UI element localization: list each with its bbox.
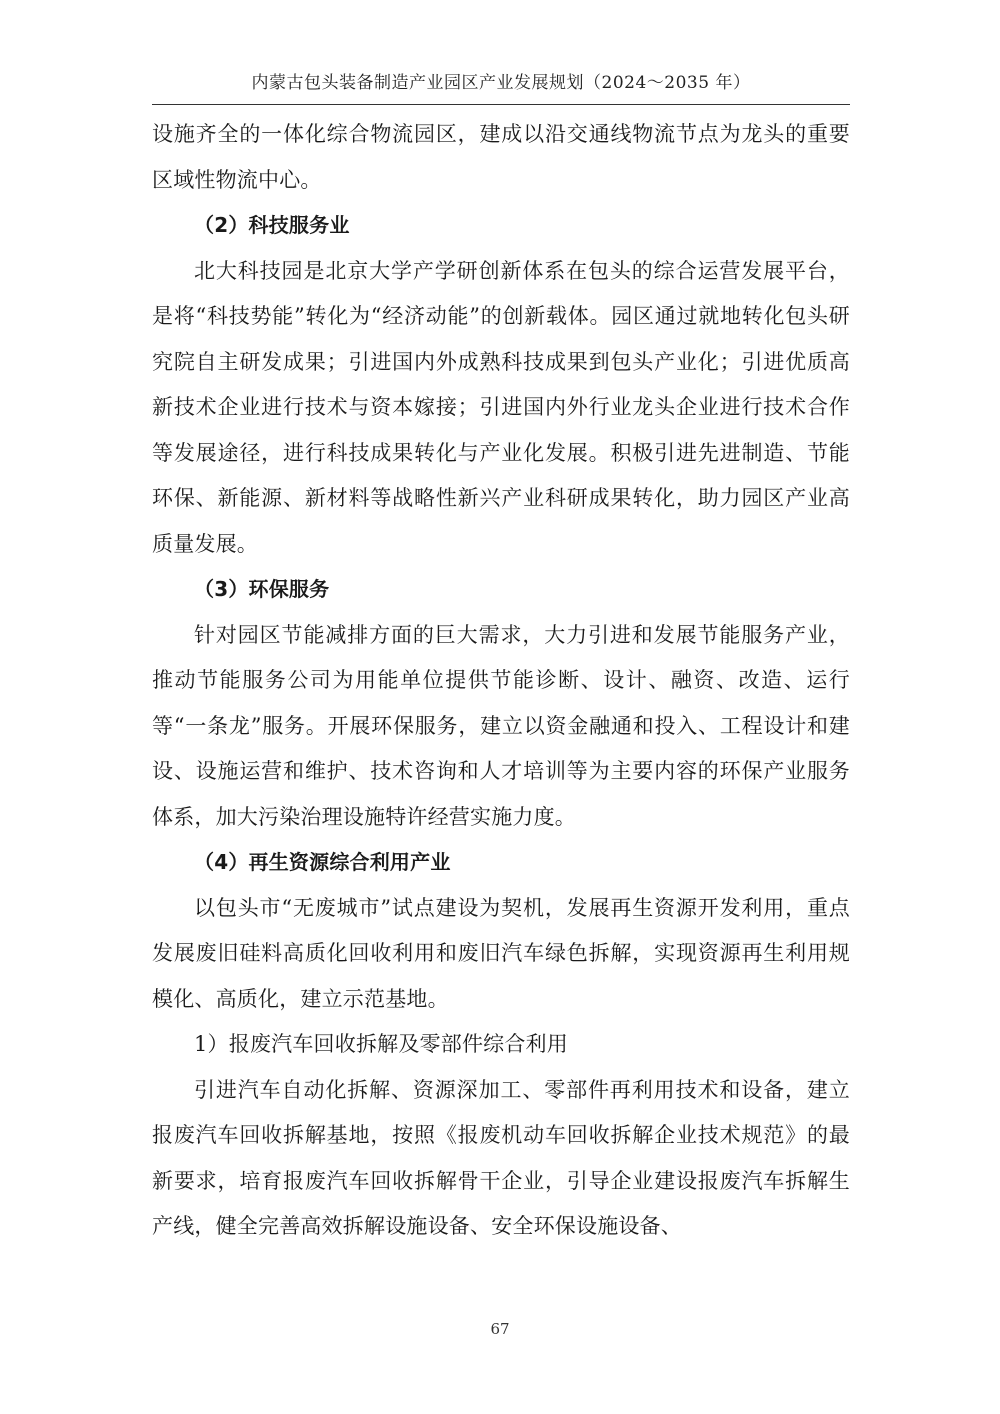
subheading-vehicle-recycling: 1）报废汽车回收拆解及零部件综合利用 [194,1032,568,1056]
header-divider [152,104,850,105]
page-header-title: 内蒙古包头装备制造产业园区产业发展规划（2024～2035 年） [251,73,751,93]
heading-recycling-industry: （4）再生资源综合利用产业 [194,850,451,874]
paragraph-vehicle-recycling: 引进汽车自动化拆解、资源深加工、零部件再利用技术和设备，建立报废汽车回收拆解基地，按照《报废机动车回收拆解企业技术规范》的最新要求，培育报废汽车回收拆解骨干企业，引导企业建设报废汽车拆解生产线，健全完善高效拆解设施设备、安全环保设施设备、 [152,1077,850,1238]
paragraph-logistics-continued: 设施齐全的一体化综合物流园区，建成以沿交通线物流节点为龙头的重要区域性物流中心。 [152,122,850,192]
page-number: 67 [490,1320,510,1338]
heading-tech-services: （2）科技服务业 [194,213,350,237]
paragraph-recycling-industry: 以包头市“无废城市”试点建设为契机，发展再生资源开发利用，重点发展废旧硅料高质化回收利用和废旧汽车绿色拆解，实现资源再生利用规模化、高质化，建立示范基地。 [152,895,850,1011]
paragraph-tech-services: 北大科技园是北京大学产学研创新体系在包头的综合运营发展平台，是将“科技势能”转化为“经济动能”的创新载体。园区通过就地转化包头研究院自主研发成果；引进国内外成熟科技成果到包头产业化；引进优质高新技术企业进行技术与资本嫁接；引进国内外行业龙头企业进行技术合作等发展途径，进行科技成果转化与产业化发展。积极引进先进制造、节能环保、新能源、新材料等战略性新兴产业科研成果转化，助力园区产业高质量发展。 [152,258,850,556]
document-body [152,112,850,1250]
paragraph-environmental-services: 针对园区节能减排方面的巨大需求，大力引进和发展节能服务产业，推动节能服务公司为用能单位提供节能诊断、设计、融资、改造、运行等“一条龙”服务。开展环保服务，建立以资金融通和投入、工程设计和建设、设施运营和维护、技术咨询和人才培训等为主要内容的环保产业服务体系，加大污染治理设施特许经营实施力度。 [152,622,850,829]
heading-environmental-services: （3）环保服务 [194,577,330,601]
